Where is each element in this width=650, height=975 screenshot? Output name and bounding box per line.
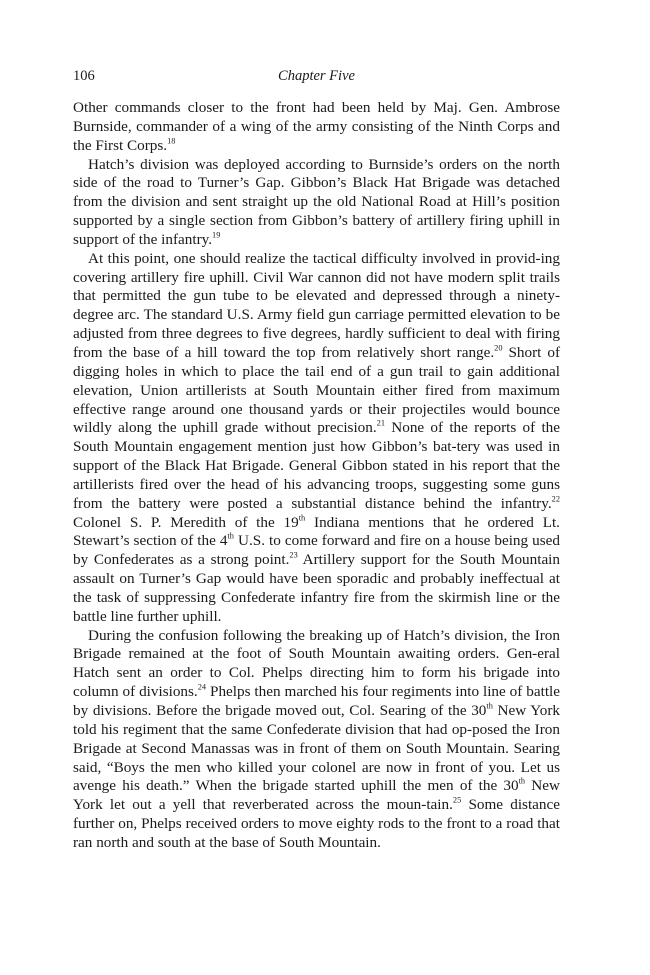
- chapter-title: Chapter Five: [278, 68, 355, 84]
- running-header: [73, 68, 560, 88]
- paragraph: [73, 156, 560, 250]
- text-run: New York let out a yell that reverberated across the moun-tain.: [73, 777, 560, 814]
- footnote-ref: 23: [289, 550, 298, 560]
- footnote-ref: 18: [167, 136, 176, 146]
- text-run: During the confusion following the breaking up of Hatch’s division, the Iron Brigade remained at the foot of South Mountain awaiting orders. Gen-eral Hatch sent an order to Col. Phelps directing him to form his brigade into column of divisions.: [73, 626, 560, 701]
- text-run: Indiana mentions that he ordered Lt. Stewart’s section of the 4: [73, 513, 560, 550]
- footnote-ref: 19: [212, 230, 221, 240]
- text-run: Phelps then marched his four regiments into line of battle by divisions. Before the brigade moved out, Col. Searing of the 30: [73, 683, 560, 719]
- footnote-ref: 24: [197, 682, 207, 692]
- text-run: Short of digging holes in which to place the tail end of a gun trail to gain additional elevation, Union artillerists at South Mountain either fired from maximum effective range around one thousand yards or their projectiles would bounce wildly along the uphill grade without precision.: [73, 343, 561, 437]
- footnote-ref: 21: [376, 419, 386, 429]
- paragraph: [73, 250, 560, 627]
- footnote-ref: 20: [494, 343, 503, 353]
- text-run: At this point, one should realize the tactical difficulty involved in provid-ing covering artillery fire uphill. Civil War cannon did not have modern split trails that permitted the gun tube to be elevated and depressed through a ninety-degree arc. The standard U.S. Army field gun carriage permitted elevation to be adjusted from three degrees to five degrees, hardly sufficient to deal with firing from the base of a hill toward the top from relatively short range.: [73, 249, 560, 361]
- paragraph: [73, 627, 560, 853]
- text-run: None of the reports of the South Mountain engagement mention just how Gibbon’s bat-tery was used in support of the Black Hat Brigade. General Gibbon stated in his report that the artillerists fired over the head of his advancing troops, suggesting some guns from the battery were posted a substantial distance behind the infantry.: [73, 419, 561, 512]
- text-run: Other commands closer to the front had been held by Maj. Gen. Ambrose Burnside, commander of a wing of the army consisting of the Ninth Corps and the First Corps.: [73, 99, 560, 154]
- paragraph: [73, 99, 560, 156]
- ordinal-suffix: th: [298, 513, 306, 523]
- page-number: 106: [73, 68, 95, 84]
- text-run: Artillery support for the South Mountain assault on Turner’s Gap would have been sporadic and probably ineffectual at the task of suppressing Confederate infantry fire from the skirmish line or the battle line further uphill.: [73, 551, 560, 625]
- text-run: Some distance further on, Phelps received orders to move eighty rods to the front to a road that ran north and south at the base of South Mountain.: [73, 796, 560, 851]
- ordinal-suffix: th: [518, 777, 526, 787]
- ordinal-suffix: th: [486, 701, 493, 711]
- footnote-ref: 25: [452, 795, 462, 805]
- text-run: U.S. to come forward and fire on a house being used by Confederates as a strong point.: [73, 532, 560, 569]
- footnote-ref: 22: [551, 494, 560, 504]
- text-run: Hatch’s division was deployed according to Burnside’s orders on the north side of the road to Turner’s Gap. Gibbon’s Black Hat Brigade was detached from the division and sent straight up the old National Road at Hill’s position supported by a single section from Gibbon’s battery of artillery firing uphill in support of the infantry.: [73, 155, 560, 248]
- ordinal-suffix: th: [227, 532, 234, 542]
- text-run: New York told his regiment that the same Confederate division that had op-posed the Iron Brigade at Second Manassas was in front of them on South Mountain. Searing said, “Boys the men who killed your colonel are now in front of you. Let us avenge his death.” When the brigade started uphill the men of the 30: [73, 702, 560, 795]
- body-text: [73, 99, 560, 853]
- text-run: Colonel S. P. Meredith of the 19: [73, 513, 299, 531]
